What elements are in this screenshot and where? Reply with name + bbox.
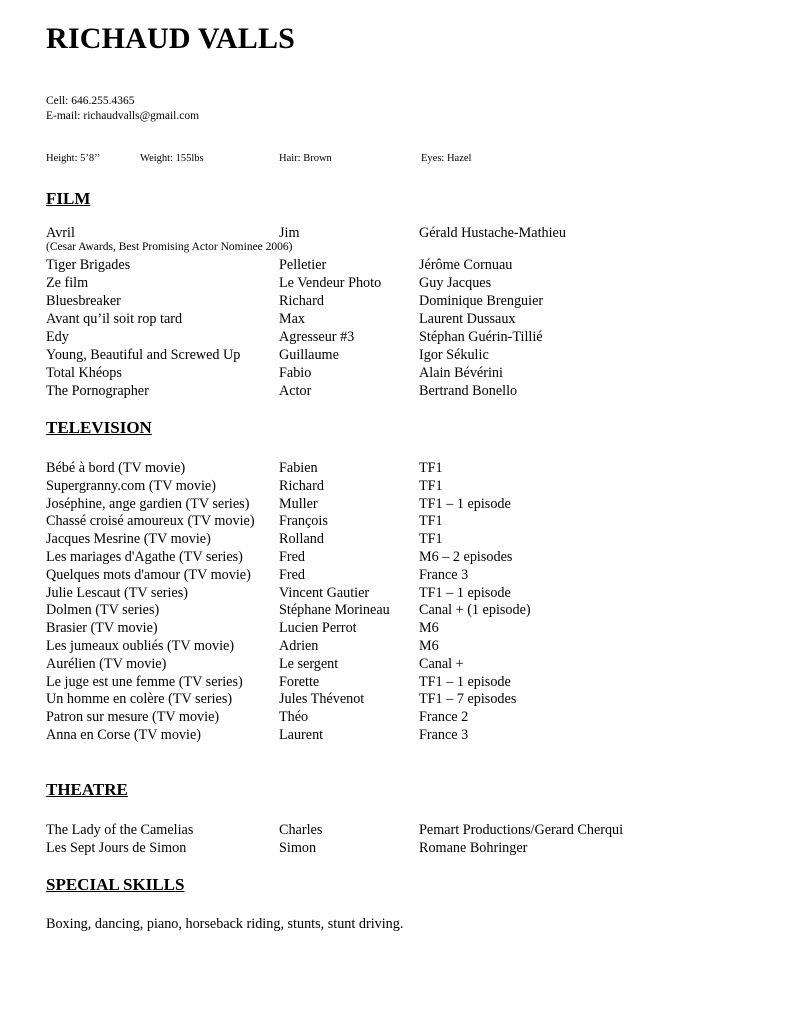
credit-row [0,382,791,400]
credit-role: Muller [279,496,318,512]
credit-company: Laurent Dussaux [419,311,516,327]
credit-role: Le Vendeur Photo [279,275,382,291]
cell-phone: Cell: 646.255.4365 [46,95,135,107]
film-award-note: (Cesar Awards, Best Promising Actor Nominee 2006) [46,241,293,253]
eyes-stat: Eyes: Hazel [421,153,472,164]
credit-title: Tiger Brigades [46,257,131,273]
credit-company: TF1 – 7 episodes [419,691,517,707]
credit-row [0,548,791,566]
credit-company: M6 – 2 episodes [419,549,513,565]
credit-role: Vincent Gautier [279,585,370,601]
credit-title: Les Sept Jours de Simon [46,840,187,856]
credit-role: Richard [279,293,324,309]
television-heading: TELEVISION [46,418,152,437]
credit-title: Anna en Corse (TV movie) [46,727,201,743]
theatre-heading: THEATRE [46,780,128,799]
credit-title: Avril [46,225,75,241]
email-address: E-mail: richaudvalls@gmail.com [46,110,200,122]
credit-row [0,690,791,708]
credit-row [0,566,791,584]
credit-company: Stéphan Guérin-Tillié [419,329,543,345]
credit-role: Fabio [279,365,312,381]
credit-company: Dominique Brenguier [419,293,544,309]
credit-row [0,224,791,242]
credit-row [0,726,791,744]
credit-row [0,821,791,839]
credit-company: Guy Jacques [419,275,492,291]
credit-company: Bertrand Bonello [419,383,518,399]
credit-role: Adrien [279,638,319,654]
credit-company: Gérald Hustache-Mathieu [419,225,566,241]
credit-role: Stéphane Morineau [279,602,390,618]
credit-title: The Pornographer [46,383,149,399]
credit-title: Joséphine, ange gardien (TV series) [46,496,250,512]
credit-title: Bébé à bord (TV movie) [46,460,186,476]
credit-title: Un homme en colère (TV series) [46,691,233,707]
credit-row [0,839,791,857]
credit-role: Fred [279,567,306,583]
credit-row [0,673,791,691]
credit-row [0,346,791,364]
credit-role: Agresseur #3 [279,329,355,345]
credit-role: Forette [279,674,320,690]
credit-title: Patron sur mesure (TV movie) [46,709,220,725]
weight-stat: Weight: 155lbs [140,153,204,164]
credit-title: Young, Beautiful and Screwed Up [46,347,241,363]
credit-title: Avant qu’il soit rop tard [46,311,183,327]
credit-title: Supergranny.com (TV movie) [46,478,216,494]
credit-company: France 2 [419,709,469,725]
credit-title: Les jumeaux oubliés (TV movie) [46,638,235,654]
credit-company: TF1 – 1 episode [419,585,511,601]
credit-role: Richard [279,478,324,494]
credit-row [0,274,791,292]
credit-title: Les mariages d'Agathe (TV series) [46,549,243,565]
height-stat: Height: 5’8’’ [46,153,101,164]
credit-row [0,310,791,328]
credit-role: Jim [279,225,300,241]
credit-role: Rolland [279,531,324,547]
credit-role: Pelletier [279,257,327,273]
credit-role: Max [279,311,306,327]
credit-title: Aurélien (TV movie) [46,656,167,672]
credit-role: Jules Thévenot [279,691,365,707]
credit-role: Simon [279,840,317,856]
credit-row [0,328,791,346]
credit-role: Laurent [279,727,324,743]
credit-role: Le sergent [279,656,339,672]
credit-title: The Lady of the Camelias [46,822,194,838]
credit-row [0,655,791,673]
credit-title: Jacques Mesrine (TV movie) [46,531,211,547]
credit-company: TF1 – 1 episode [419,496,511,512]
resume-name: RICHAUD VALLS [46,22,296,55]
credit-company: TF1 [419,460,443,476]
credit-company: Pemart Productions/Gerard Cherqui [419,822,624,838]
credit-row [0,477,791,495]
credit-role: Charles [279,822,323,838]
special-skills-text: Boxing, dancing, piano, horseback riding, stunts, stunt driving. [46,916,404,932]
credit-row [0,495,791,513]
credit-row [0,364,791,382]
credit-company: TF1 [419,478,443,494]
credit-title: Dolmen (TV series) [46,602,160,618]
credit-company: Romane Bohringer [419,840,528,856]
credit-title: Quelques mots d'amour (TV movie) [46,567,251,583]
credit-title: Le juge est une femme (TV series) [46,674,243,690]
credit-company: M6 [419,638,439,654]
credit-title: Edy [46,329,69,345]
credit-role: Lucien Perrot [279,620,357,636]
credit-row [0,512,791,530]
film-heading: FILM [46,189,91,208]
credit-row [0,256,791,274]
credit-row [0,619,791,637]
credit-company: TF1 [419,513,443,529]
credit-role: Fred [279,549,306,565]
credit-company: TF1 [419,531,443,547]
credit-company: France 3 [419,727,469,743]
credit-company: Igor Sékulic [419,347,489,363]
hair-stat: Hair: Brown [279,153,332,164]
credit-company: Alain Bévérini [419,365,503,381]
credit-company: M6 [419,620,439,636]
credit-role: Actor [279,383,312,399]
credit-title: Chassé croisé amoureux (TV movie) [46,513,255,529]
credit-role: Guillaume [279,347,339,363]
credit-title: Julie Lescaut (TV series) [46,585,188,601]
credit-company: TF1 – 1 episode [419,674,511,690]
credit-title: Ze film [46,275,89,291]
credit-row [0,292,791,310]
credit-company: Jérôme Cornuau [419,257,513,273]
credit-row [0,584,791,602]
credit-title: Brasier (TV movie) [46,620,158,636]
credit-role: François [279,513,328,529]
credit-company: Canal + (1 episode) [419,602,531,618]
credit-title: Bluesbreaker [46,293,121,309]
credit-row [0,459,791,477]
credit-title: Total Khéops [46,365,122,381]
credit-row [0,708,791,726]
credit-company: France 3 [419,567,469,583]
credit-row [0,530,791,548]
credit-role: Théo [279,709,309,725]
credit-row [0,637,791,655]
credit-role: Fabien [279,460,318,476]
credit-row [0,601,791,619]
special-skills-heading: SPECIAL SKILLS [46,875,185,894]
credit-company: Canal + [419,656,464,672]
